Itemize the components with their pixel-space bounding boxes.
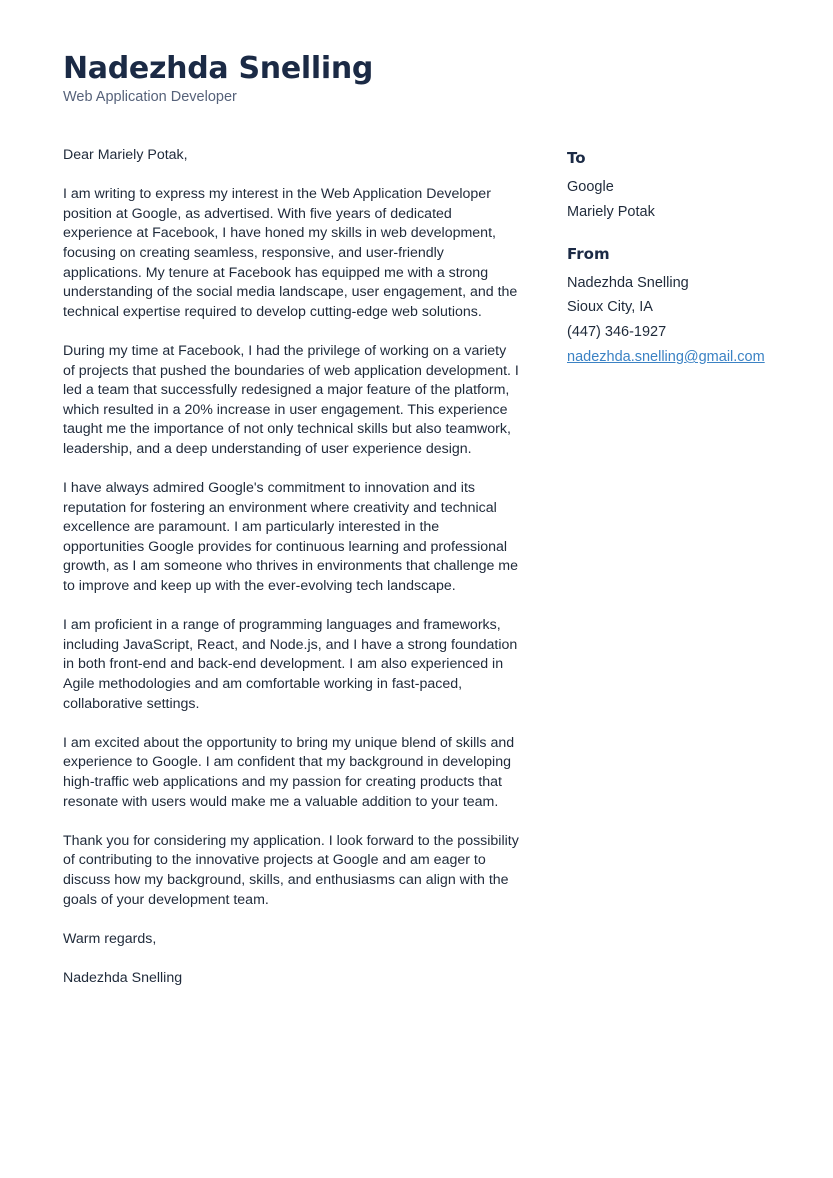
recipient-name: Mariely Potak bbox=[567, 203, 655, 220]
salutation: Dear Mariely Potak, bbox=[63, 147, 188, 163]
letter-paragraph: I am proficient in a range of programming languages and frameworks, including JavaScript, React, and Node.js, and I have a strong foundation in both front-end and back-end development. I am also experienced in Agile methodologies and am comfortable working in fast-paced, collaborative settings. bbox=[63, 617, 518, 712]
to-section bbox=[567, 147, 807, 225]
letter-body bbox=[63, 146, 521, 1008]
contact-sidebar bbox=[567, 147, 807, 388]
sender-email-link[interactable]: nadezhda.snelling@gmail.com bbox=[567, 348, 765, 365]
sender-email-row bbox=[567, 345, 807, 370]
sender-name: Nadezhda Snelling bbox=[567, 274, 689, 291]
applicant-role: Web Application Developer bbox=[63, 89, 237, 105]
recipient-company: Google bbox=[567, 179, 614, 195]
from-heading: From bbox=[567, 244, 610, 263]
sender-location: Sioux City, IA bbox=[567, 299, 653, 316]
letter-paragraph: I am excited about the opportunity to bring my unique blend of skills and experience to Google. I am confident that my background in developing high-traffic web applications and my passion for creating products that resonate with users would make me a valuable addition to your team. bbox=[63, 734, 515, 810]
letter-paragraph: Thank you for considering my application. I look forward to the possibility of contributing to the innovative projects at Google and am eager to discuss how my background, skills, and enthusiasms can align with the goals of your development team. bbox=[63, 832, 519, 908]
signature: Nadezhda Snelling bbox=[63, 969, 183, 986]
closing: Warm regards, bbox=[63, 930, 157, 947]
sender-phone: (447) 346-1927 bbox=[567, 324, 667, 341]
letter-paragraph: I am writing to express my interest in the Web Application Developer position at Google, as advertised. With five years of dedicated experience at Facebook, I have honed my skills in web development, focusing on creating seamless, responsive, and user-friendly applications. My tenure at Facebook has equipped me with a strong understanding of the social media landscape, user engagement, and the technical expertise required to develop cutting-edge web solutions. bbox=[63, 186, 518, 320]
letter-paragraph: During my time at Facebook, I had the privilege of working on a variety of projects that pushed the boundaries of web application development. I led a team that successfully redesigned a major feature of the platform, which resulted in a 20% increase in user engagement. This experience taught me the importance of not only technical skills but also teamwork, leadership, and a deep understanding of user experience design. bbox=[63, 342, 519, 457]
to-heading: To bbox=[567, 149, 586, 167]
from-section bbox=[567, 243, 807, 370]
letter-header bbox=[63, 50, 373, 106]
applicant-name: Nadezhda Snelling bbox=[63, 51, 374, 86]
letter-paragraph: I have always admired Google's commitment to innovation and its reputation for fostering an environment where creativity and technical excellence are paramount. I am particularly interested in the opportunities Google provides for continuous learning and professional growth, as I am someone who thrives in environments that challenge me to improve and keep up with the ever-evolving tech landscape. bbox=[63, 480, 519, 595]
